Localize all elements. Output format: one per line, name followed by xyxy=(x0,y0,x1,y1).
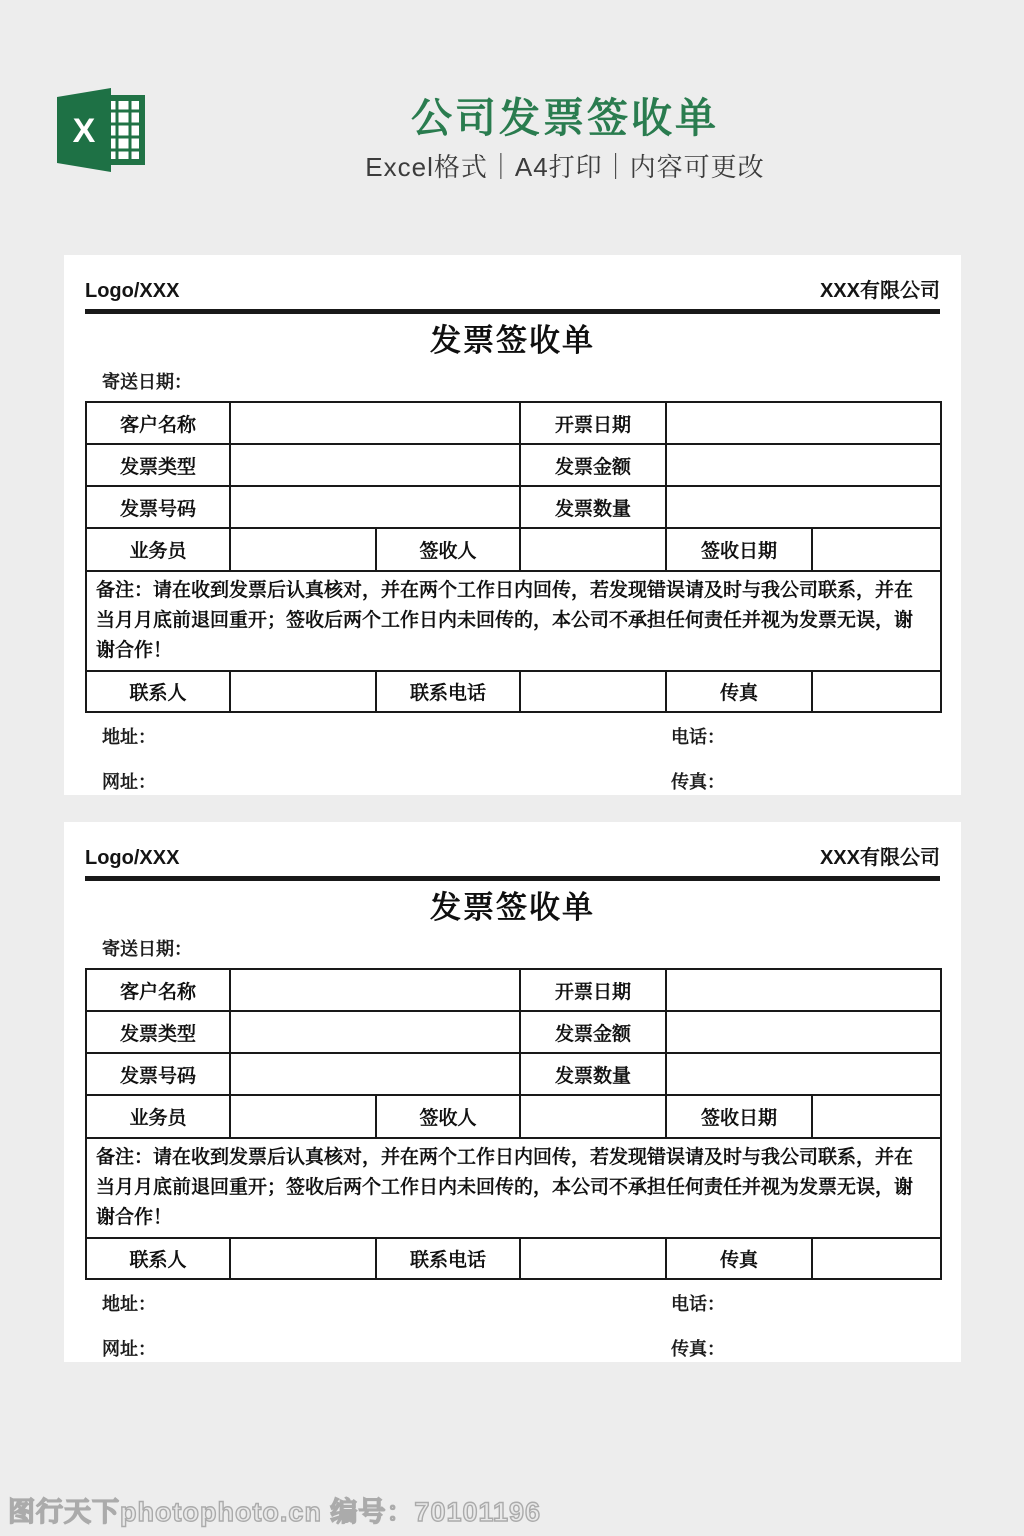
remarks-text: 备注：请在收到发票后认真核对，并在两个工作日内回传，若发现错误请及时与我公司联系，并在当月月底前退回重开；签收后两个工作日内未回传的，本公司不承担任何责任并视为发票无误，谢谢合作！ xyxy=(86,571,941,671)
field-cell-salesperson xyxy=(230,528,376,571)
field-label-fax: 传真 xyxy=(666,1238,812,1279)
field-cell-contact xyxy=(230,671,376,712)
field-label-invoice-date: 开票日期 xyxy=(520,402,666,444)
table-row xyxy=(86,402,941,444)
field-label-contact: 联系人 xyxy=(86,671,230,712)
table-row xyxy=(86,1238,941,1279)
send-date-label: 寄送日期： xyxy=(102,939,192,959)
logo-placeholder: Logo/XXX xyxy=(85,280,180,302)
field-label-receiver: 签收人 xyxy=(376,1095,520,1138)
field-label-invoice-date: 开票日期 xyxy=(520,969,666,1011)
field-label-invoice-quantity: 发票数量 xyxy=(520,1053,666,1095)
field-cell-invoice-date xyxy=(666,402,941,444)
table-row-remarks xyxy=(86,571,941,671)
field-label-invoice-amount: 发票金额 xyxy=(520,444,666,486)
field-cell-receiver xyxy=(520,1095,666,1138)
table-row xyxy=(86,444,941,486)
double-rule-divider xyxy=(85,309,940,314)
field-cell-invoice-quantity xyxy=(666,1053,941,1095)
field-cell-invoice-number xyxy=(230,486,520,528)
invoice-table xyxy=(85,968,942,1280)
field-cell-invoice-type xyxy=(230,444,520,486)
remarks-text: 备注：请在收到发票后认真核对，并在两个工作日内回传，若发现错误请及时与我公司联系，并在当月月底前退回重开；签收后两个工作日内未回传的，本公司不承担任何责任并视为发票无误，谢谢合作！ xyxy=(86,1138,941,1238)
table-row xyxy=(86,528,941,571)
field-label-invoice-type: 发票类型 xyxy=(86,444,230,486)
field-cell-fax xyxy=(812,1238,941,1279)
invoice-card-1 xyxy=(64,255,961,795)
company-name: XXX有限公司 xyxy=(819,847,940,869)
address-phone-line xyxy=(85,724,940,750)
field-cell-receiver xyxy=(520,528,666,571)
card-header xyxy=(85,822,940,870)
field-label-contact-phone: 联系电话 xyxy=(376,1238,520,1279)
table-row xyxy=(86,1011,941,1053)
fax-label: 传真： xyxy=(671,1339,725,1359)
field-cell-sign-date xyxy=(812,1095,941,1138)
field-cell-sign-date xyxy=(812,528,941,571)
field-cell-salesperson xyxy=(230,1095,376,1138)
phone-label: 电话： xyxy=(671,727,725,747)
fax-label: 传真： xyxy=(671,772,725,792)
table-row xyxy=(86,1095,941,1138)
field-cell-customer-name xyxy=(230,969,520,1011)
form-title: 发票签收单 xyxy=(430,323,595,358)
company-name: XXX有限公司 xyxy=(819,280,940,302)
svg-text:X: X xyxy=(72,112,96,150)
field-label-customer-name: 客户名称 xyxy=(86,969,230,1011)
site-watermark: 图行天下photophoto.cn 编号：70101196 xyxy=(8,1497,542,1527)
card-header xyxy=(85,255,940,303)
website-label: 网址： xyxy=(102,1339,156,1359)
double-rule-divider xyxy=(85,876,940,881)
invoice-table xyxy=(85,401,942,713)
table-row xyxy=(86,486,941,528)
table-row xyxy=(86,969,941,1011)
field-label-salesperson: 业务员 xyxy=(86,528,230,571)
field-label-invoice-quantity: 发票数量 xyxy=(520,486,666,528)
table-row-remarks xyxy=(86,1138,941,1238)
field-cell-customer-name xyxy=(230,402,520,444)
field-cell-invoice-quantity xyxy=(666,486,941,528)
page-subtitle: Excel格式｜A4打印｜内容可更改 xyxy=(365,152,765,182)
table-row xyxy=(86,671,941,712)
website-fax-line xyxy=(85,769,940,795)
field-cell-contact-phone xyxy=(520,671,666,712)
field-cell-invoice-date xyxy=(666,969,941,1011)
field-label-invoice-type: 发票类型 xyxy=(86,1011,230,1053)
send-date-label: 寄送日期： xyxy=(102,372,192,392)
phone-label: 电话： xyxy=(671,1294,725,1314)
field-cell-invoice-type xyxy=(230,1011,520,1053)
table-row xyxy=(86,1053,941,1095)
field-label-fax: 传真 xyxy=(666,671,812,712)
invoice-card-2 xyxy=(64,822,961,1362)
form-title: 发票签收单 xyxy=(430,890,595,925)
field-label-invoice-number: 发票号码 xyxy=(86,486,230,528)
field-label-salesperson: 业务员 xyxy=(86,1095,230,1138)
field-label-invoice-number: 发票号码 xyxy=(86,1053,230,1095)
field-label-invoice-amount: 发票金额 xyxy=(520,1011,666,1053)
website-fax-line xyxy=(85,1336,940,1362)
page-header xyxy=(106,94,1024,183)
address-label: 地址： xyxy=(102,1294,156,1314)
field-label-customer-name: 客户名称 xyxy=(86,402,230,444)
address-label: 地址： xyxy=(102,727,156,747)
field-cell-fax xyxy=(812,671,941,712)
field-label-contact-phone: 联系电话 xyxy=(376,671,520,712)
field-label-contact: 联系人 xyxy=(86,1238,230,1279)
address-phone-line xyxy=(85,1291,940,1317)
logo-placeholder: Logo/XXX xyxy=(85,847,180,869)
field-cell-invoice-amount xyxy=(666,1011,941,1053)
field-label-receiver: 签收人 xyxy=(376,528,520,571)
field-cell-invoice-amount xyxy=(666,444,941,486)
field-cell-invoice-number xyxy=(230,1053,520,1095)
field-label-sign-date: 签收日期 xyxy=(666,1095,812,1138)
field-label-sign-date: 签收日期 xyxy=(666,528,812,571)
field-cell-contact-phone xyxy=(520,1238,666,1279)
field-cell-contact xyxy=(230,1238,376,1279)
website-label: 网址： xyxy=(102,772,156,792)
page-title: 公司发票签收单 xyxy=(411,95,719,141)
